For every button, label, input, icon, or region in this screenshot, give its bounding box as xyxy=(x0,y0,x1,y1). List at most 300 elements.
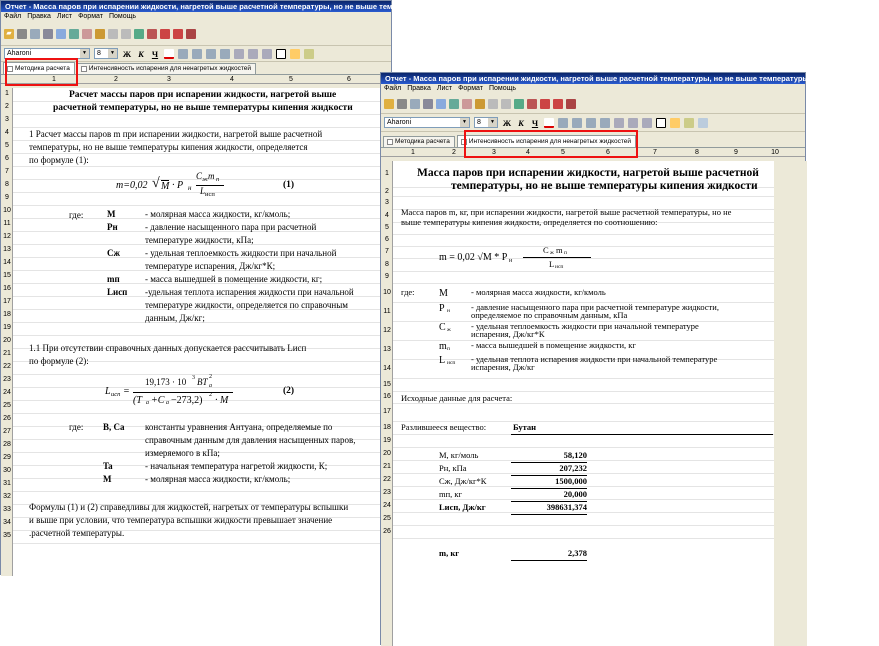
paragraph-3b: и выше при условии, что температура вспышки жидкости превышает значение xyxy=(29,515,333,525)
font-name-select[interactable] xyxy=(4,48,90,59)
formula-1-p-sub: н xyxy=(188,184,192,192)
paragraph-2b: по формуле (2): xyxy=(29,356,89,366)
formula-2-num-exp: 3 xyxy=(192,375,195,381)
row-number[interactable]: 23 xyxy=(383,488,391,496)
tab-methodology[interactable] xyxy=(383,136,455,147)
row-number[interactable]: 8 xyxy=(385,260,389,268)
row-number[interactable]: 17 xyxy=(383,408,391,415)
valign-top-icon[interactable] xyxy=(614,118,624,128)
paste-icon[interactable] xyxy=(475,99,485,109)
heading-line-1: Расчет массы паров при испарении жидкости, нагретой выше xyxy=(69,90,337,100)
heading-line-2: расчетной температуры, но не выше температуры кипения жидкости xyxy=(53,103,353,113)
print-icon[interactable] xyxy=(43,29,53,39)
row-number[interactable]: 24 xyxy=(3,389,11,396)
row-number[interactable]: 32 xyxy=(3,493,11,500)
row-number[interactable]: 19 xyxy=(383,436,391,444)
valign-middle-icon[interactable] xyxy=(248,49,258,59)
col-header[interactable]: 7 xyxy=(653,149,657,156)
align-right-icon[interactable] xyxy=(586,118,596,128)
left-toolbar xyxy=(1,22,391,46)
row-number[interactable]: 33 xyxy=(3,506,11,513)
row-number[interactable]: 14 xyxy=(383,364,391,372)
tab-label: Интенсивность испарения для ненагретых жидкостей xyxy=(88,65,252,72)
bold-button[interactable]: Ж xyxy=(122,48,132,59)
border-icon[interactable] xyxy=(656,118,666,128)
definition-symbol: B, Ca xyxy=(103,422,125,432)
right-row-numbers xyxy=(381,161,393,646)
right-title-bar: Отчет - Масса паров при испарении жидкости, нагретой выше расчетной температуры, но не выше температуры кипения жидкости xyxy=(381,73,805,84)
row-number[interactable]: 18 xyxy=(3,311,11,318)
row-number[interactable]: 26 xyxy=(3,415,11,422)
input-value[interactable]: 20,000 xyxy=(563,489,587,499)
col-header[interactable]: 6 xyxy=(606,149,610,156)
row-gridline xyxy=(13,166,393,167)
insert-row-icon[interactable] xyxy=(540,99,550,109)
substance-label: Разлившееся вещество: xyxy=(401,422,487,432)
definition-text: константы уравнения Антуана, определяемые по xyxy=(145,422,333,432)
right-sheet-tabs xyxy=(381,132,805,148)
formula-2-den-4: · M xyxy=(215,395,229,406)
definition-text: - начальная температура нагретой жидкости, К; xyxy=(145,461,328,471)
row-number[interactable]: 13 xyxy=(3,246,11,253)
find-icon[interactable] xyxy=(69,29,79,39)
row-gridline xyxy=(13,101,393,102)
definition-text: - молярная масса жидкости, кг/кмоль; xyxy=(145,209,291,219)
align-left-icon[interactable] xyxy=(178,49,188,59)
paragraph-2a: 1.1 При отсутствии справочных данных допускается рассчитывать Lисп xyxy=(29,343,307,353)
row-number[interactable]: 4 xyxy=(385,211,389,219)
input-value[interactable]: 207,232 xyxy=(559,463,587,473)
row-gridline xyxy=(393,538,774,539)
row-number[interactable]: 23 xyxy=(3,376,11,383)
definition-symbol: Pн xyxy=(107,222,118,232)
formula-1-lhs: m = 0,02 √M * P xyxy=(439,252,508,263)
formula-1-num-sub: ж xyxy=(202,176,209,183)
definition-text: температуре жидкости, определяется по справочным xyxy=(145,300,348,310)
formula-1 xyxy=(116,172,316,202)
input-label: Pн, кПа xyxy=(439,463,467,473)
input-value[interactable]: 58,120 xyxy=(563,450,587,460)
row-number[interactable]: 30 xyxy=(3,467,11,474)
row-gridline xyxy=(13,543,393,544)
row-gridline xyxy=(393,378,774,379)
tab-label: Интенсивность испарения для ненагретых жидкостей xyxy=(468,137,632,145)
row-number[interactable]: 10 xyxy=(383,288,391,296)
font-color-icon[interactable] xyxy=(544,118,554,128)
row-number[interactable]: 20 xyxy=(383,449,391,457)
row-number[interactable]: 4 xyxy=(5,129,9,136)
formula-2-number: (2) xyxy=(283,386,295,396)
substance-underline xyxy=(511,434,773,435)
row-number[interactable]: 3 xyxy=(385,198,389,206)
left-sheet xyxy=(1,88,393,576)
row-number[interactable]: 14 xyxy=(3,259,11,266)
chevron-down-icon: ▼ xyxy=(80,49,89,58)
paragraph-1c: по формуле (1): xyxy=(29,155,89,165)
col-header[interactable]: 1 xyxy=(411,149,415,156)
definition-text: испарения, Дж/кг*К xyxy=(471,329,545,339)
menu-edit[interactable]: Правка xyxy=(27,13,51,20)
menu-sheet[interactable]: Лист xyxy=(436,85,453,92)
row-number[interactable]: 5 xyxy=(385,224,389,231)
definition-text: -удельная теплота испарения жидкости при начальной xyxy=(145,287,354,297)
row-number[interactable]: 12 xyxy=(383,326,391,334)
definition-text: температуре жидкости, кПа; xyxy=(145,235,254,245)
image-icon[interactable] xyxy=(134,29,144,39)
col-header[interactable]: 5 xyxy=(561,149,565,156)
border-icon[interactable] xyxy=(276,49,286,59)
menu-file[interactable]: Файл xyxy=(384,85,402,92)
left-sheet-tabs xyxy=(1,62,391,75)
row-number[interactable]: 34 xyxy=(3,519,11,526)
col-header[interactable]: 1 xyxy=(52,76,56,83)
row-number[interactable]: 11 xyxy=(383,307,391,315)
insert-col-icon[interactable] xyxy=(553,99,563,109)
row-gridline xyxy=(13,127,393,128)
definition-symbol: mп xyxy=(107,274,120,284)
align-center-icon[interactable] xyxy=(192,49,202,59)
redo-icon[interactable] xyxy=(121,29,131,39)
settings-icon[interactable] xyxy=(698,118,708,128)
row-number[interactable]: 6 xyxy=(5,155,9,162)
row-gridline xyxy=(393,447,774,448)
font-size-select[interactable] xyxy=(474,117,498,128)
row-number[interactable]: 16 xyxy=(3,285,11,292)
result-label: m, кг xyxy=(439,548,460,558)
row-number[interactable]: 10 xyxy=(3,207,11,214)
definition-symbol: Сж xyxy=(107,248,121,258)
sqrt-icon: √ xyxy=(152,176,160,191)
definition-text: измеряемого в кПа; xyxy=(145,448,220,458)
left-row-numbers xyxy=(1,88,13,576)
row-number[interactable]: 5 xyxy=(5,142,9,149)
where-label-2: где: xyxy=(69,422,84,432)
font-name-value: Aharoni xyxy=(387,119,412,126)
left-format-bar xyxy=(1,46,391,62)
formula-1-num-m: m xyxy=(556,245,563,255)
paragraph-1b: выше температуры кипения жидкости, определяется по соотношению: xyxy=(401,217,658,227)
input-label: Cж, Дж/кг*К xyxy=(439,476,487,486)
row-number[interactable]: 11 xyxy=(3,220,11,227)
col-header[interactable]: 4 xyxy=(230,76,234,83)
row-number[interactable]: 1 xyxy=(5,90,9,97)
font-size-value: 8 xyxy=(97,50,101,57)
align-center-icon[interactable] xyxy=(572,118,582,128)
row-number[interactable]: 7 xyxy=(385,248,389,255)
formula-1-mid: · P xyxy=(172,180,184,191)
row-number[interactable]: 1 xyxy=(385,170,389,177)
table-icon[interactable] xyxy=(527,99,537,109)
formula-2-den-2: +C xyxy=(151,395,165,406)
right-format-bar xyxy=(381,114,805,132)
definition-symbol: C xyxy=(439,322,446,333)
right-toolbar xyxy=(381,94,805,114)
cut-icon[interactable] xyxy=(462,99,472,109)
justify-icon[interactable] xyxy=(220,49,230,59)
formula-2-den-3: −273,2) xyxy=(171,395,203,406)
open-icon[interactable] xyxy=(384,99,394,109)
row-number[interactable]: 21 xyxy=(383,462,391,470)
font-name-value: Aharoni xyxy=(7,50,32,57)
definition-symbol: L xyxy=(439,355,446,366)
row-number[interactable]: 15 xyxy=(383,380,391,388)
definition-text: справочным данным для давления насыщенных паров, xyxy=(145,435,356,445)
row-number[interactable]: 27 xyxy=(3,428,11,435)
definition-symbol: Lисп xyxy=(107,287,128,297)
input-value[interactable]: 1500,000 xyxy=(555,476,587,486)
definition-text: - молярная масса жидкости, кг/кмоль; xyxy=(145,474,291,484)
input-underline xyxy=(511,514,587,515)
formula-1-p-sub: н xyxy=(509,258,513,264)
row-number[interactable]: 18 xyxy=(383,423,391,431)
valign-middle-icon[interactable] xyxy=(628,118,638,128)
col-header[interactable]: 3 xyxy=(492,149,496,156)
row-number[interactable]: 12 xyxy=(3,233,11,240)
align-left-icon[interactable] xyxy=(558,118,568,128)
formula-2-t-sub: a xyxy=(209,383,212,389)
chevron-down-icon: ▼ xyxy=(108,49,117,58)
col-header[interactable]: 6 xyxy=(347,76,351,83)
tab-label: Методика расчета xyxy=(395,138,450,145)
fraction-bar xyxy=(523,257,591,258)
font-size-select[interactable] xyxy=(94,48,118,59)
menu-format[interactable]: Формат xyxy=(78,13,103,20)
row-gridline xyxy=(393,525,774,526)
formula-2 xyxy=(105,374,305,414)
italic-button[interactable]: К xyxy=(518,117,524,128)
formula-1-num-sub: ж xyxy=(550,250,554,256)
export-icon[interactable] xyxy=(436,99,446,109)
col-header[interactable]: 2 xyxy=(452,149,456,156)
left-title-bar: Отчет - Масса паров при испарении жидкости, нагретой выше расчетной температуры, но не выше температуры кипения жидкости xyxy=(1,1,391,12)
row-gridline xyxy=(13,491,393,492)
row-number[interactable]: 22 xyxy=(3,363,11,370)
definition-symbol: m xyxy=(439,341,447,352)
undo-icon[interactable] xyxy=(108,29,118,39)
input-label: Lисп, Дж/кг xyxy=(439,502,486,512)
formula-2-den-2-sub: a xyxy=(166,400,169,406)
right-empty-area xyxy=(774,161,807,646)
definition-text: температуре испарения, Дж/кг*К; xyxy=(145,261,276,271)
open-icon[interactable]: ▰ xyxy=(4,29,14,39)
wrap-text-icon[interactable] xyxy=(304,49,314,59)
row-number[interactable]: 31 xyxy=(3,480,11,487)
row-number[interactable]: 15 xyxy=(3,272,11,279)
row-number[interactable]: 6 xyxy=(385,236,389,243)
undo-icon[interactable] xyxy=(488,99,498,109)
valign-bottom-icon[interactable] xyxy=(262,49,272,59)
delete-icon[interactable] xyxy=(186,29,196,39)
row-number[interactable]: 25 xyxy=(3,402,11,409)
paragraph-3c: .расчетной температуры. xyxy=(29,528,125,538)
print-preview-icon[interactable] xyxy=(30,29,40,39)
merge-cells-icon[interactable] xyxy=(670,118,680,128)
formula-2-lhs: L xyxy=(105,386,111,397)
insert-row-icon[interactable] xyxy=(160,29,170,39)
image-icon[interactable] xyxy=(514,99,524,109)
formula-2-den-1: (T xyxy=(133,395,142,406)
formula-2-lhs-sub: исп xyxy=(111,391,121,398)
tab-methodology[interactable] xyxy=(3,62,75,74)
menu-edit[interactable]: Правка xyxy=(407,85,431,92)
col-header[interactable]: 9 xyxy=(734,149,738,156)
find-icon[interactable] xyxy=(449,99,459,109)
formula-2-num: 19,173 · 10 xyxy=(145,377,187,387)
row-gridline xyxy=(393,283,774,284)
tab-evaporation-intensity[interactable] xyxy=(77,63,256,74)
formula-1-num-m-sub: п xyxy=(216,176,220,183)
result-value: 2,378 xyxy=(567,548,587,558)
fraction-bar xyxy=(133,392,233,393)
paste-icon[interactable] xyxy=(95,29,105,39)
redo-icon[interactable] xyxy=(501,99,511,109)
row-gridline xyxy=(393,234,774,235)
formula-1-lhs: m=0,02 xyxy=(116,180,148,191)
definition-text: определяемое по справочным данным, кПа xyxy=(471,310,628,320)
col-header[interactable]: 2 xyxy=(114,76,118,83)
row-number[interactable]: 16 xyxy=(383,393,391,400)
formula-1-sqrt: M xyxy=(161,181,170,192)
formula-2-den-1-sub: a xyxy=(146,400,149,406)
italic-button[interactable]: К xyxy=(138,48,144,59)
row-number[interactable]: 2 xyxy=(5,103,9,110)
definition-text: - удельная теплоемкость жидкости при начальной xyxy=(145,248,337,258)
formula-1-den-sub: исп xyxy=(555,264,564,270)
input-value[interactable]: 398631,374 xyxy=(546,502,587,512)
sheet-icon xyxy=(81,66,87,72)
table-icon[interactable] xyxy=(147,29,157,39)
menu-format[interactable]: Формат xyxy=(458,85,483,92)
bold-button[interactable]: Ж xyxy=(502,117,512,128)
row-number[interactable]: 9 xyxy=(385,273,389,280)
cut-icon[interactable] xyxy=(82,29,92,39)
where-label: где: xyxy=(401,287,415,297)
sheet-icon xyxy=(461,139,467,145)
right-column-headers xyxy=(381,148,805,157)
col-header[interactable]: 8 xyxy=(695,149,699,156)
definition-subscript: н xyxy=(447,308,450,314)
insert-col-icon[interactable] xyxy=(173,29,183,39)
heading-line-1: Масса паров при испарении жидкости, нагретой выше расчетной xyxy=(417,167,759,179)
row-number[interactable]: 22 xyxy=(383,475,391,483)
print-preview-icon[interactable] xyxy=(410,99,420,109)
formula-1-num: C xyxy=(196,171,203,181)
row-gridline xyxy=(393,391,774,392)
left-column-headers xyxy=(1,75,391,84)
row-number[interactable]: 19 xyxy=(3,324,11,331)
input-data-title: Исходные данные для расчета: xyxy=(401,393,513,403)
save-icon[interactable] xyxy=(17,29,27,39)
col-header[interactable]: 10 xyxy=(771,149,779,156)
underline-button[interactable]: Ч xyxy=(151,48,159,59)
delete-icon[interactable] xyxy=(566,99,576,109)
row-number[interactable]: 29 xyxy=(3,454,11,461)
tab-label: Методика расчета xyxy=(15,64,70,72)
justify-icon[interactable] xyxy=(600,118,610,128)
sheet-icon xyxy=(7,66,13,72)
definition-text: - давление насыщенного пара при расчетной температуре жидкости, xyxy=(471,302,719,312)
right-window xyxy=(380,72,879,645)
row-number[interactable]: 3 xyxy=(5,116,9,123)
col-header[interactable]: 4 xyxy=(526,149,530,156)
definition-text: - молярная масса жидкости, кг/кмоль xyxy=(471,287,606,297)
formula-1-number: (1) xyxy=(283,180,295,190)
formula-2-num-bt: BT xyxy=(197,377,208,387)
row-number[interactable]: 8 xyxy=(5,181,9,188)
row-number[interactable]: 25 xyxy=(383,514,391,522)
right-menu-bar xyxy=(381,84,805,94)
font-name-select[interactable] xyxy=(384,117,470,128)
row-number[interactable]: 13 xyxy=(383,345,391,353)
heading-line-2: температуры, но не выше температуры кипения жидкости xyxy=(451,180,758,192)
row-number[interactable]: 20 xyxy=(3,337,11,344)
col-header[interactable]: 3 xyxy=(167,76,171,83)
formula-1-num-m-sub: п xyxy=(564,250,567,256)
row-number[interactable]: 7 xyxy=(5,168,9,175)
menu-sheet[interactable]: Лист xyxy=(56,13,73,20)
sheet-icon xyxy=(387,139,393,145)
save-icon[interactable] xyxy=(397,99,407,109)
valign-top-icon[interactable] xyxy=(234,49,244,59)
substance-value[interactable]: Бутан xyxy=(513,422,537,432)
merge-cells-icon[interactable] xyxy=(290,49,300,59)
formula-1-num: C xyxy=(543,245,549,255)
row-gridline xyxy=(13,153,393,154)
row-number[interactable]: 35 xyxy=(3,532,11,539)
menu-help[interactable]: Помощь xyxy=(108,13,137,20)
definition-symbol: P xyxy=(439,303,445,314)
definition-text: - удельная теплоемкость жидкости при начальной температуре xyxy=(471,321,699,331)
valign-bottom-icon[interactable] xyxy=(642,118,652,128)
menu-file[interactable]: Файл xyxy=(4,13,22,20)
underline-button[interactable]: Ч xyxy=(531,117,539,128)
row-gridline xyxy=(393,196,774,197)
definition-text: - масса вышедшей в помещение жидкости, кг xyxy=(471,340,636,350)
definition-text: - давление насыщенного пара при расчетной xyxy=(145,222,317,232)
formula-1-den: L xyxy=(200,186,206,196)
row-number[interactable]: 24 xyxy=(383,501,391,509)
definition-text: - масса вышедшей в помещение жидкости, кг; xyxy=(145,274,323,284)
font-size-value: 8 xyxy=(477,119,481,126)
row-number[interactable]: 28 xyxy=(3,441,11,448)
col-header[interactable]: 5 xyxy=(289,76,293,83)
row-number[interactable]: 26 xyxy=(383,527,391,535)
font-color-icon[interactable] xyxy=(164,49,174,59)
export-icon[interactable] xyxy=(56,29,66,39)
menu-help[interactable]: Помощь xyxy=(488,85,517,92)
definition-subscript: исп xyxy=(447,360,456,366)
row-number[interactable]: 2 xyxy=(385,187,389,195)
definition-text: испарения, Дж/кг xyxy=(471,362,535,372)
row-number[interactable]: 9 xyxy=(5,194,9,201)
print-icon[interactable] xyxy=(423,99,433,109)
chevron-down-icon: ▼ xyxy=(488,118,497,127)
align-right-icon[interactable] xyxy=(206,49,216,59)
formula-1 xyxy=(439,244,639,274)
definition-text: данным, Дж/кг; xyxy=(145,313,205,323)
row-number[interactable]: 21 xyxy=(3,350,11,357)
where-label: где: xyxy=(69,210,84,220)
row-gridline xyxy=(13,205,393,206)
paragraph-3a: Формулы (1) и (2) справедливы для жидкостей, нагретых от температуры вспышки xyxy=(29,502,349,512)
left-menu-bar xyxy=(1,12,391,22)
definition-symbol: Ta xyxy=(103,461,113,471)
formula-2-eq: = xyxy=(123,386,130,397)
row-number[interactable]: 17 xyxy=(3,298,11,305)
wrap-text-icon[interactable] xyxy=(684,118,694,128)
definition-subscript: ж xyxy=(447,327,451,333)
tab-evaporation-intensity[interactable] xyxy=(457,135,636,147)
